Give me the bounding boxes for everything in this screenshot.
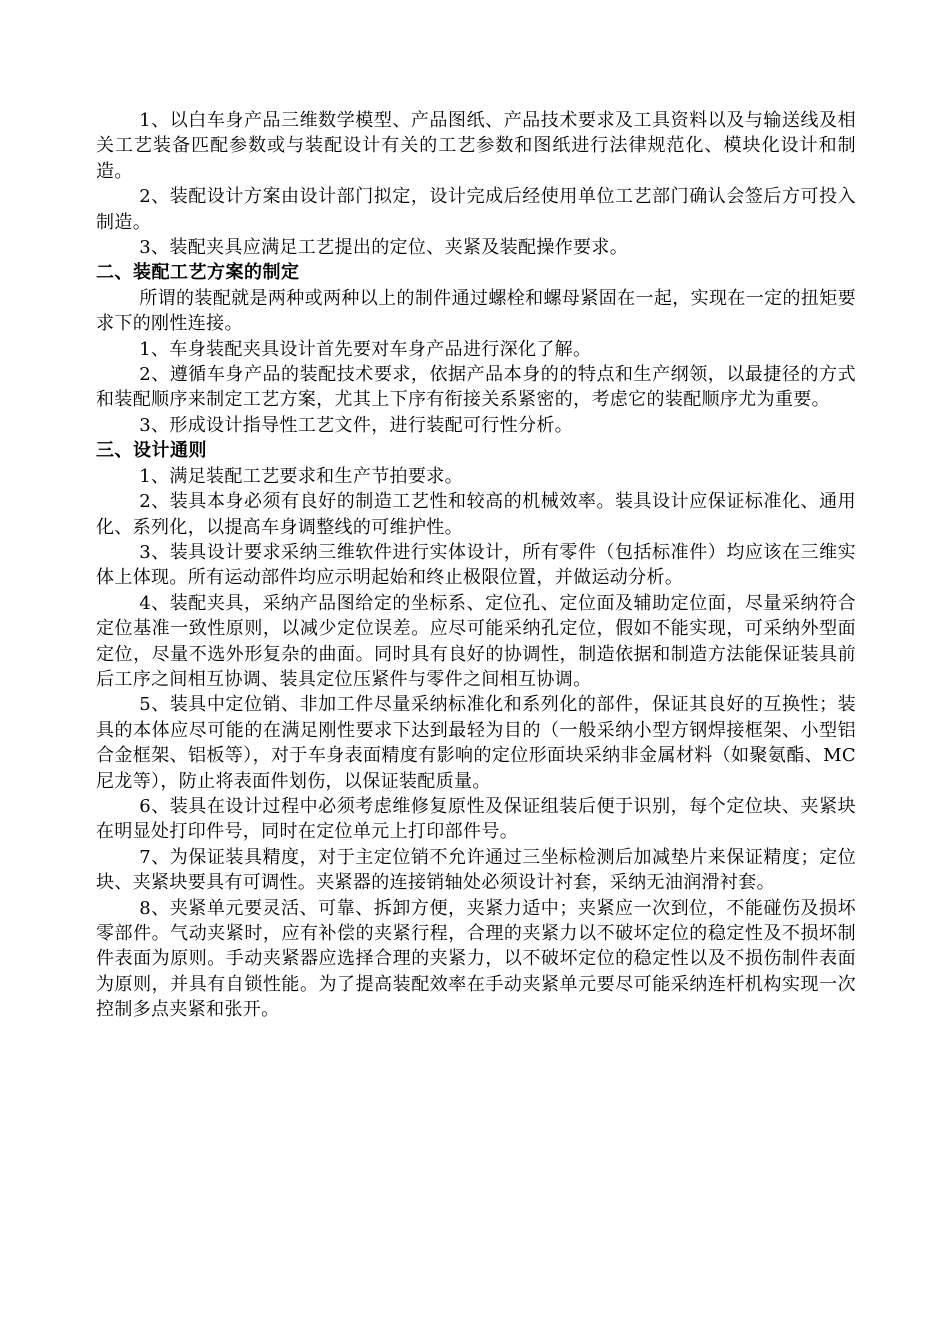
section-heading-assembly-process: 二、装配工艺方案的制定 — [96, 262, 300, 284]
paragraph-rule-4: 4、装配夹具，采纳产品图给定的坐标系、定位孔、定位面及辅助定位面，尽量采纳符合定位基准一致性原则，以减少定位误差。应尽可能采纳孔定位，假如不能实现，可采纳外型面定位，尽量不选外形复杂的曲面。同时具有良好的协调性，制造依据和制造方法能保证装具前后工序之间相互协调、装具定位压紧件与零件之间相互协调。 — [96, 592, 856, 690]
paragraph-rule-3: 3、装具设计要求采纳三维软件进行实体设计，所有零件（包括标准件）均应该在三维实体上体现。所有运动部件均应示明起始和终止极限位置，并做运动分析。 — [96, 541, 856, 589]
paragraph-body-understanding: 1、车身装配夹具设计首先要对车身产品进行深化了解。 — [139, 338, 592, 360]
paragraph-rule-5: 5、装具中定位销、非加工件尽量采纳标准化和系列化的部件，保证其良好的互换性；装具的本体应尽可能的在满足刚性要求下达到最轻为目的（一般采纳小型方钢焊接框架、小型铝合金框架、铝板等），对于车身表面精度有影响的定位形面块采纳非金属材料（如聚氨酯、MC尼龙等），防止将表面件划伤，以保证装配质量。 — [96, 694, 856, 792]
paragraph-assembly-sequence: 2、遵循车身产品的装配技术要求，依据产品本身的的特点和生产纲领，以最捷径的方式和装配顺序来制定工艺方案，尤其上下序有衔接关系紧密的，考虑它的装配顺序尤为重要。 — [96, 364, 856, 411]
paragraph-design-approval: 2、装配设计方案由设计部门拟定，设计完成后经使用单位工艺部门确认会签后方可投入制造。 — [96, 186, 856, 233]
document-page — [96, 108, 856, 1023]
paragraph-assembly-definition: 所谓的装配就是两种或两种以上的制件通过螺栓和螺母紧固在一起，实现在一定的扭矩要求下的刚性连接。 — [96, 287, 856, 335]
paragraph-rule-1: 1、满足装配工艺要求和生产节拍要求。 — [139, 465, 463, 487]
paragraph-rule-7: 7、为保证装具精度，对于主定位销不允许通过三坐标检测后加减垫片来保证精度；定位块、夹紧块要具有可调性。夹紧器的连接销轴处必须设计衬套，采纳无油润滑衬套。 — [96, 846, 856, 894]
paragraph-rule-2: 2、装具本身必须有良好的制造工艺性和较高的机械效率。装具设计应保证标准化、通用化、系列化，以提高车身调整线的可维护性。 — [96, 491, 856, 538]
paragraph-rule-8: 8、夹紧单元要灵活、可靠、拆卸方便，夹紧力适中；夹紧应一次到位，不能碰伤及损坏零部件。气动夹紧时，应有补偿的夹紧行程，合理的夹紧力以不破坏定位的稳定性及不损坏制件表面为原则。手动夹紧器应选择合理的夹紧力，以不破坏定位的稳定性以及不损伤制件表面为原则，并具有自锁性能。为了提高装配效率在手动夹紧单元要尽可能采纳连杆机构实现一次控制多点夹紧和张开。 — [96, 897, 856, 1021]
paragraph-design-basis: 1、以白车身产品三维数学模型、产品图纸、产品技术要求及工具资料以及与输送线及相关工艺装备匹配参数或与装配设计有关的工艺参数和图纸进行法律规范化、模块化设计和制造。 — [96, 110, 856, 182]
section-heading-design-rules: 三、设计通则 — [96, 440, 207, 462]
paragraph-rule-6: 6、装具在设计过程中必须考虑维修复原性及保证组装后便于识别，每个定位块、夹紧块在明显处打印件号，同时在定位单元上打印部件号。 — [96, 795, 856, 843]
paragraph-process-documents: 3、形成设计指导性工艺文件，进行装配可行性分析。 — [139, 414, 574, 436]
paragraph-fixture-requirements: 3、装配夹具应满足工艺提出的定位、夹紧及装配操作要求。 — [139, 237, 629, 259]
